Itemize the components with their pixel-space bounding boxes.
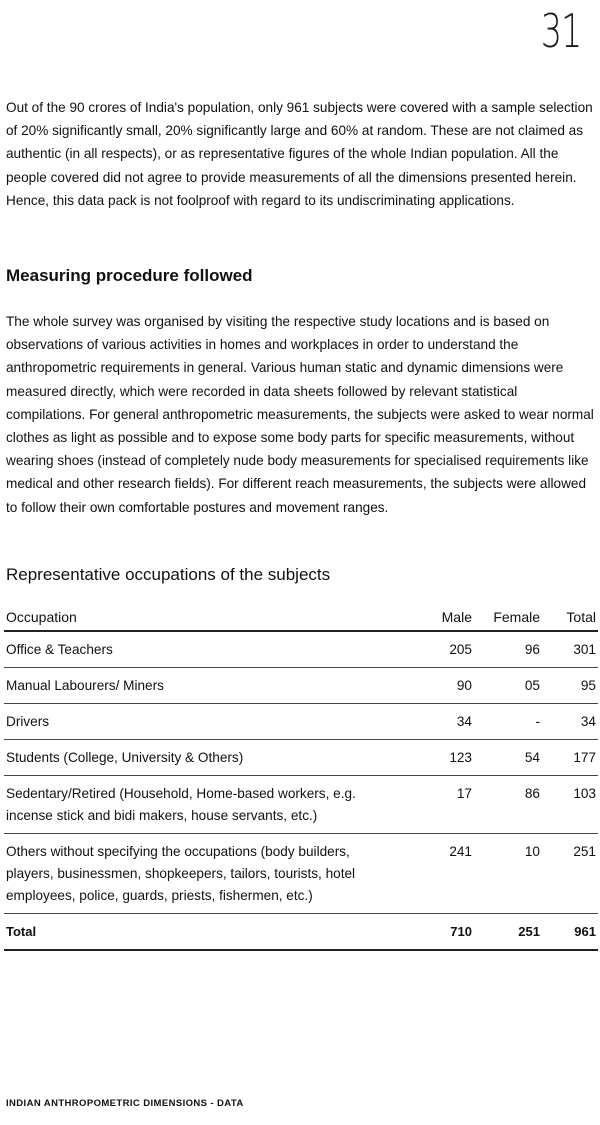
grand-total: 961 <box>542 914 598 951</box>
table-header-row <box>4 605 598 631</box>
occupation-cell: Manual Labourers/ Miners <box>4 668 394 704</box>
total-label: Total <box>4 914 394 951</box>
male-cell: 241 <box>394 834 474 914</box>
intro-paragraph: Out of the 90 crores of India's population, only 961 subjects were covered with a sample selection of 20% significantly small, 20% significantly large and 60% at random. These are not claimed as authentic (in all respects), or as representative figures of the whole Indian population. All the people covered did not agree to provide measurements of all the dimensions presented herein. Hence, this data pack is not foolproof with regard to its undiscriminating applications. <box>6 100 593 208</box>
total-cell: 251 <box>542 834 598 914</box>
header-total: Total <box>542 605 598 631</box>
female-cell: 54 <box>474 740 542 776</box>
occupation-cell: Others without specifying the occupations (body builders, players, businessmen, shopkeepers, tailors, tourists, hotel employees, police, guards, priests, fishermen, etc.) <box>4 834 394 914</box>
total-male: 710 <box>394 914 474 951</box>
table-row <box>4 631 598 668</box>
total-row <box>4 914 598 951</box>
occupation-cell: Sedentary/Retired (Household, Home-based workers, e.g. incense stick and bidi makers, house servants, etc.) <box>4 776 394 834</box>
male-cell: 17 <box>394 776 474 834</box>
male-cell: 205 <box>394 631 474 668</box>
measuring-procedure-paragraph: The whole survey was organised by visiting the respective study locations and is based on observations of various activities in homes and workplaces in order to understand the anthropometric requirements in general. Various human static and dynamic dimensions were measured directly, which were recorded in data sheets followed by relevant statistical compilations. For general anthropometric measurements, the subjects were asked to wear normal clothes as light as possible and to expose some body parts for specific measurements, without wearing shoes (instead of completely nude body measurements for specialised requirements like medical and other research fields). For different reach measurements, the subjects were allowed to follow their own comfortable postures and movement ranges. <box>6 314 594 515</box>
total-cell: 34 <box>542 704 598 740</box>
occupations-heading: Representative occupations of the subjects <box>6 565 331 584</box>
occupation-cell: Office & Teachers <box>4 631 394 668</box>
female-cell: 10 <box>474 834 542 914</box>
table-row <box>4 834 598 914</box>
page-footer: INDIAN ANTHROPOMETRIC DIMENSIONS - DATA <box>6 1098 244 1109</box>
female-cell: - <box>474 704 542 740</box>
female-cell: 05 <box>474 668 542 704</box>
total-female: 251 <box>474 914 542 951</box>
male-cell: 123 <box>394 740 474 776</box>
table-row <box>4 740 598 776</box>
total-cell: 301 <box>542 631 598 668</box>
female-cell: 96 <box>474 631 542 668</box>
occupation-cell: Drivers <box>4 704 394 740</box>
occupations-table <box>4 605 598 951</box>
total-cell: 103 <box>542 776 598 834</box>
header-male: Male <box>394 605 474 631</box>
total-cell: 177 <box>542 740 598 776</box>
female-cell: 86 <box>474 776 542 834</box>
male-cell: 34 <box>394 704 474 740</box>
measuring-procedure-heading: Measuring procedure followed <box>6 266 253 285</box>
table-row <box>4 704 598 740</box>
male-cell: 90 <box>394 668 474 704</box>
header-female: Female <box>474 605 542 631</box>
table-row <box>4 776 598 834</box>
total-cell: 95 <box>542 668 598 704</box>
occupation-cell: Students (College, University & Others) <box>4 740 394 776</box>
page-number: 31 <box>541 4 582 58</box>
table-row <box>4 668 598 704</box>
header-occupation: Occupation <box>4 605 394 631</box>
